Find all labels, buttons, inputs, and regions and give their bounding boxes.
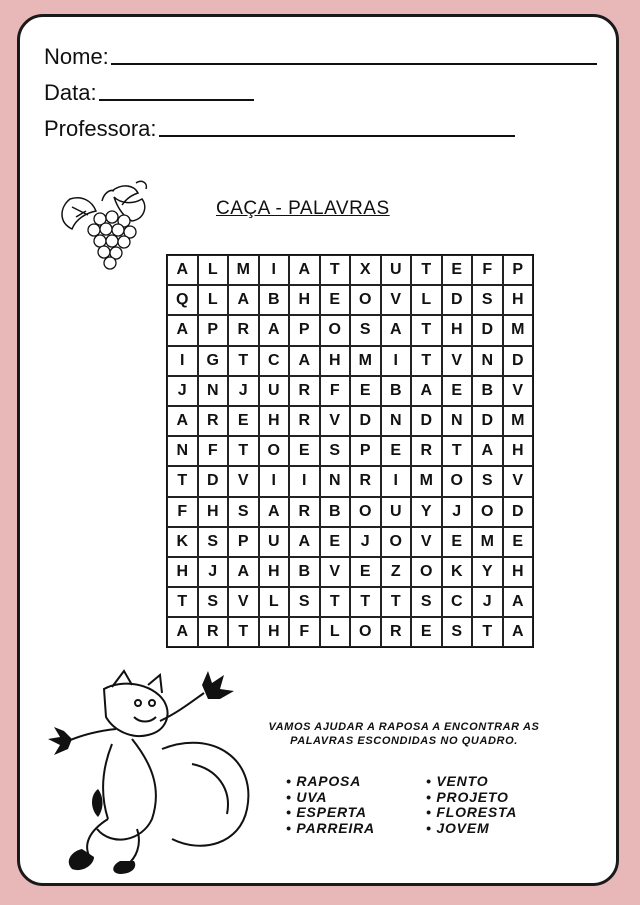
grid-cell[interactable]: A bbox=[289, 346, 320, 376]
grid-cell[interactable]: K bbox=[442, 557, 473, 587]
grid-cell[interactable]: T bbox=[228, 617, 259, 647]
grid-cell[interactable]: A bbox=[381, 315, 412, 345]
grid-cell[interactable]: S bbox=[411, 587, 442, 617]
grid-cell[interactable]: O bbox=[442, 466, 473, 496]
name-field bbox=[44, 45, 597, 69]
grid-cell[interactable]: A bbox=[503, 617, 534, 647]
grid-cell[interactable]: Y bbox=[411, 497, 442, 527]
grid-cell[interactable]: L bbox=[411, 285, 442, 315]
grid-cell[interactable]: U bbox=[381, 497, 412, 527]
grid-cell[interactable]: Z bbox=[381, 557, 412, 587]
grid-cell[interactable]: H bbox=[289, 285, 320, 315]
grid-cell[interactable]: V bbox=[320, 557, 351, 587]
grid-cell[interactable]: S bbox=[320, 436, 351, 466]
grid-cell[interactable]: I bbox=[259, 466, 290, 496]
word-list-item: • FLORESTA bbox=[426, 805, 517, 821]
grid-cell[interactable]: R bbox=[289, 497, 320, 527]
grid-cell[interactable]: E bbox=[442, 255, 473, 285]
grid-cell[interactable]: A bbox=[503, 587, 534, 617]
teacher-field bbox=[44, 117, 515, 141]
grid-cell[interactable]: J bbox=[442, 497, 473, 527]
date-label: Data: bbox=[44, 80, 97, 105]
grid-cell[interactable]: J bbox=[167, 376, 198, 406]
grid-cell[interactable]: H bbox=[198, 497, 229, 527]
grid-cell[interactable]: L bbox=[198, 285, 229, 315]
grid-cell[interactable]: D bbox=[350, 406, 381, 436]
grid-cell[interactable]: G bbox=[198, 346, 229, 376]
grid-cell[interactable]: A bbox=[228, 285, 259, 315]
word-list-item: • VENTO bbox=[426, 774, 517, 790]
grid-cell[interactable]: T bbox=[411, 346, 442, 376]
grid-cell[interactable]: X bbox=[350, 255, 381, 285]
grid-cell[interactable]: E bbox=[350, 376, 381, 406]
grid-cell[interactable]: J bbox=[350, 527, 381, 557]
grid-cell[interactable]: P bbox=[350, 436, 381, 466]
grid-cell[interactable]: D bbox=[503, 346, 534, 376]
grid-cell[interactable]: H bbox=[320, 346, 351, 376]
grid-cell[interactable]: F bbox=[289, 617, 320, 647]
grid-cell[interactable]: M bbox=[503, 406, 534, 436]
grid-cell[interactable]: O bbox=[411, 557, 442, 587]
grid-cell[interactable]: A bbox=[167, 406, 198, 436]
grid-cell[interactable]: E bbox=[411, 617, 442, 647]
grid-cell[interactable]: F bbox=[167, 497, 198, 527]
grid-cell[interactable]: C bbox=[442, 587, 473, 617]
grid-cell[interactable]: H bbox=[503, 285, 534, 315]
grid-cell[interactable]: B bbox=[289, 557, 320, 587]
grid-cell[interactable]: M bbox=[228, 255, 259, 285]
grid-cell[interactable]: V bbox=[320, 406, 351, 436]
grid-cell[interactable]: V bbox=[228, 587, 259, 617]
grid-cell[interactable]: T bbox=[228, 346, 259, 376]
grid-cell[interactable]: N bbox=[167, 436, 198, 466]
grid-cell[interactable]: I bbox=[289, 466, 320, 496]
fox-icon bbox=[42, 669, 262, 874]
grid-cell[interactable]: A bbox=[411, 376, 442, 406]
grid-cell[interactable]: R bbox=[411, 436, 442, 466]
word-list-left bbox=[286, 774, 375, 836]
grid-cell[interactable]: E bbox=[350, 557, 381, 587]
grid-cell[interactable]: D bbox=[198, 466, 229, 496]
grid-cell[interactable]: U bbox=[259, 527, 290, 557]
grid-cell[interactable]: N bbox=[381, 406, 412, 436]
grid-cell[interactable]: A bbox=[472, 436, 503, 466]
page-title: CAÇA - PALAVRAS bbox=[216, 198, 390, 219]
grid-cell[interactable]: E bbox=[442, 527, 473, 557]
grid-cell[interactable]: I bbox=[381, 466, 412, 496]
grid-cell[interactable]: V bbox=[442, 346, 473, 376]
grid-cell[interactable]: P bbox=[289, 315, 320, 345]
grid-cell[interactable]: T bbox=[320, 587, 351, 617]
grid-cell[interactable]: L bbox=[259, 587, 290, 617]
grid-cell[interactable]: V bbox=[228, 466, 259, 496]
date-line[interactable] bbox=[99, 99, 254, 101]
grid-cell[interactable]: A bbox=[289, 527, 320, 557]
grid-cell[interactable]: C bbox=[259, 346, 290, 376]
grid-cell[interactable]: R bbox=[381, 617, 412, 647]
worksheet bbox=[17, 14, 619, 886]
grid-cell[interactable]: S bbox=[198, 527, 229, 557]
grid-cell[interactable]: I bbox=[259, 255, 290, 285]
grid-cell[interactable]: T bbox=[350, 587, 381, 617]
grid-cell[interactable]: S bbox=[442, 617, 473, 647]
grid-cell[interactable]: M bbox=[350, 346, 381, 376]
grid-cell[interactable]: V bbox=[411, 527, 442, 557]
grid-cell[interactable]: B bbox=[259, 285, 290, 315]
grid-cell[interactable]: Y bbox=[472, 557, 503, 587]
grid-cell[interactable]: R bbox=[198, 406, 229, 436]
grid-cell[interactable]: T bbox=[167, 587, 198, 617]
grid-cell[interactable]: T bbox=[167, 466, 198, 496]
grid-cell[interactable]: U bbox=[259, 376, 290, 406]
grid-cell[interactable]: A bbox=[167, 617, 198, 647]
teacher-line[interactable] bbox=[159, 135, 515, 137]
grid-cell[interactable]: V bbox=[381, 285, 412, 315]
grid-cell[interactable]: P bbox=[228, 527, 259, 557]
grid-cell[interactable]: S bbox=[198, 587, 229, 617]
grid-cell[interactable]: A bbox=[259, 497, 290, 527]
grid-cell[interactable]: E bbox=[503, 527, 534, 557]
grid-cell[interactable]: O bbox=[350, 497, 381, 527]
grid-cell[interactable]: R bbox=[228, 315, 259, 345]
word-list-right bbox=[426, 774, 517, 836]
grid-cell[interactable]: D bbox=[411, 406, 442, 436]
word-list-item: • ESPERTA bbox=[286, 805, 375, 821]
grid-cell[interactable]: A bbox=[167, 255, 198, 285]
grid-cell[interactable]: B bbox=[381, 376, 412, 406]
grid-cell[interactable]: F bbox=[320, 376, 351, 406]
grid-cell[interactable]: J bbox=[228, 376, 259, 406]
grid-cell[interactable]: A bbox=[228, 557, 259, 587]
grid-cell[interactable]: A bbox=[259, 315, 290, 345]
grid-cell[interactable]: H bbox=[259, 557, 290, 587]
grid-cell[interactable]: T bbox=[472, 617, 503, 647]
name-label: Nome: bbox=[44, 44, 109, 69]
grid-cell[interactable]: I bbox=[167, 346, 198, 376]
grid-cell[interactable]: S bbox=[228, 497, 259, 527]
grid-cell[interactable]: M bbox=[472, 527, 503, 557]
grid-cell[interactable]: H bbox=[259, 406, 290, 436]
grid-cell[interactable]: N bbox=[442, 406, 473, 436]
grid-cell[interactable]: D bbox=[442, 285, 473, 315]
grid-cell[interactable]: R bbox=[289, 376, 320, 406]
instructions: VAMOS AJUDAR A RAPOSA A ENCONTRAR AS PALAVRAS ESCONDIDAS NO QUADRO. bbox=[268, 721, 540, 747]
word-search-grid bbox=[166, 254, 534, 648]
grid-cell[interactable]: D bbox=[503, 497, 534, 527]
grid-cell[interactable]: T bbox=[411, 255, 442, 285]
grid-cell[interactable]: E bbox=[320, 527, 351, 557]
word-list-item: • PARREIRA bbox=[286, 821, 375, 837]
name-line[interactable] bbox=[111, 63, 597, 65]
grid-cell[interactable]: L bbox=[198, 255, 229, 285]
grid-cell[interactable]: V bbox=[503, 376, 534, 406]
grid-cell[interactable]: R bbox=[350, 466, 381, 496]
grid-cell[interactable]: H bbox=[259, 617, 290, 647]
grid-cell[interactable]: E bbox=[381, 436, 412, 466]
grid-cell[interactable]: F bbox=[472, 255, 503, 285]
word-list-item: • PROJETO bbox=[426, 790, 517, 806]
grid-cell[interactable]: E bbox=[289, 436, 320, 466]
grid-cell[interactable]: T bbox=[442, 436, 473, 466]
grid-cell[interactable]: T bbox=[411, 315, 442, 345]
grid-cell[interactable]: H bbox=[503, 436, 534, 466]
grid-cell[interactable]: N bbox=[320, 466, 351, 496]
grid-cell[interactable]: N bbox=[472, 346, 503, 376]
grid-cell[interactable]: V bbox=[503, 466, 534, 496]
grid-cell[interactable]: O bbox=[320, 315, 351, 345]
grid-cell[interactable]: B bbox=[472, 376, 503, 406]
word-list-item: • RAPOSA bbox=[286, 774, 375, 790]
grid-cell[interactable]: S bbox=[472, 466, 503, 496]
grid-cell[interactable]: D bbox=[472, 315, 503, 345]
grid-cell[interactable]: F bbox=[198, 436, 229, 466]
grid-cell[interactable]: O bbox=[381, 527, 412, 557]
grid-cell[interactable]: I bbox=[381, 346, 412, 376]
grid-cell[interactable]: H bbox=[442, 315, 473, 345]
grid-cell[interactable]: J bbox=[472, 587, 503, 617]
grid-cell[interactable]: M bbox=[411, 466, 442, 496]
date-field bbox=[44, 81, 254, 105]
grid-cell[interactable]: E bbox=[320, 285, 351, 315]
word-list-item: • JOVEM bbox=[426, 821, 517, 837]
grid-cell[interactable]: P bbox=[503, 255, 534, 285]
grid-cell[interactable]: L bbox=[320, 617, 351, 647]
grid-cell[interactable]: S bbox=[472, 285, 503, 315]
grid-cell[interactable]: P bbox=[198, 315, 229, 345]
grid-cell[interactable]: O bbox=[472, 497, 503, 527]
grid-cell[interactable]: K bbox=[167, 527, 198, 557]
grid-cell[interactable]: E bbox=[442, 376, 473, 406]
grid-cell[interactable]: R bbox=[198, 617, 229, 647]
grid-cell[interactable]: U bbox=[381, 255, 412, 285]
grid-cell[interactable]: R bbox=[289, 406, 320, 436]
grid-cell[interactable]: O bbox=[259, 436, 290, 466]
grid-cell[interactable]: E bbox=[228, 406, 259, 436]
grid-cell[interactable]: T bbox=[381, 587, 412, 617]
grid-cell[interactable]: B bbox=[320, 497, 351, 527]
grid-cell[interactable]: N bbox=[198, 376, 229, 406]
grid-cell[interactable]: H bbox=[167, 557, 198, 587]
grid-cell[interactable]: O bbox=[350, 617, 381, 647]
grid-cell[interactable]: O bbox=[350, 285, 381, 315]
word-list-item: • UVA bbox=[286, 790, 375, 806]
grid-cell[interactable]: A bbox=[289, 255, 320, 285]
grape-icon bbox=[52, 177, 157, 287]
grid-cell[interactable]: M bbox=[503, 315, 534, 345]
grid-cell[interactable]: H bbox=[503, 557, 534, 587]
grid-cell[interactable]: S bbox=[289, 587, 320, 617]
grid-cell[interactable]: T bbox=[320, 255, 351, 285]
grid-cell[interactable]: Q bbox=[167, 285, 198, 315]
grid-cell[interactable]: J bbox=[198, 557, 229, 587]
teacher-label: Professora: bbox=[44, 116, 157, 141]
grid-cell[interactable]: A bbox=[167, 315, 198, 345]
grid-cell[interactable]: S bbox=[350, 315, 381, 345]
grid-cell[interactable]: T bbox=[228, 436, 259, 466]
grid-cell[interactable]: D bbox=[472, 406, 503, 436]
